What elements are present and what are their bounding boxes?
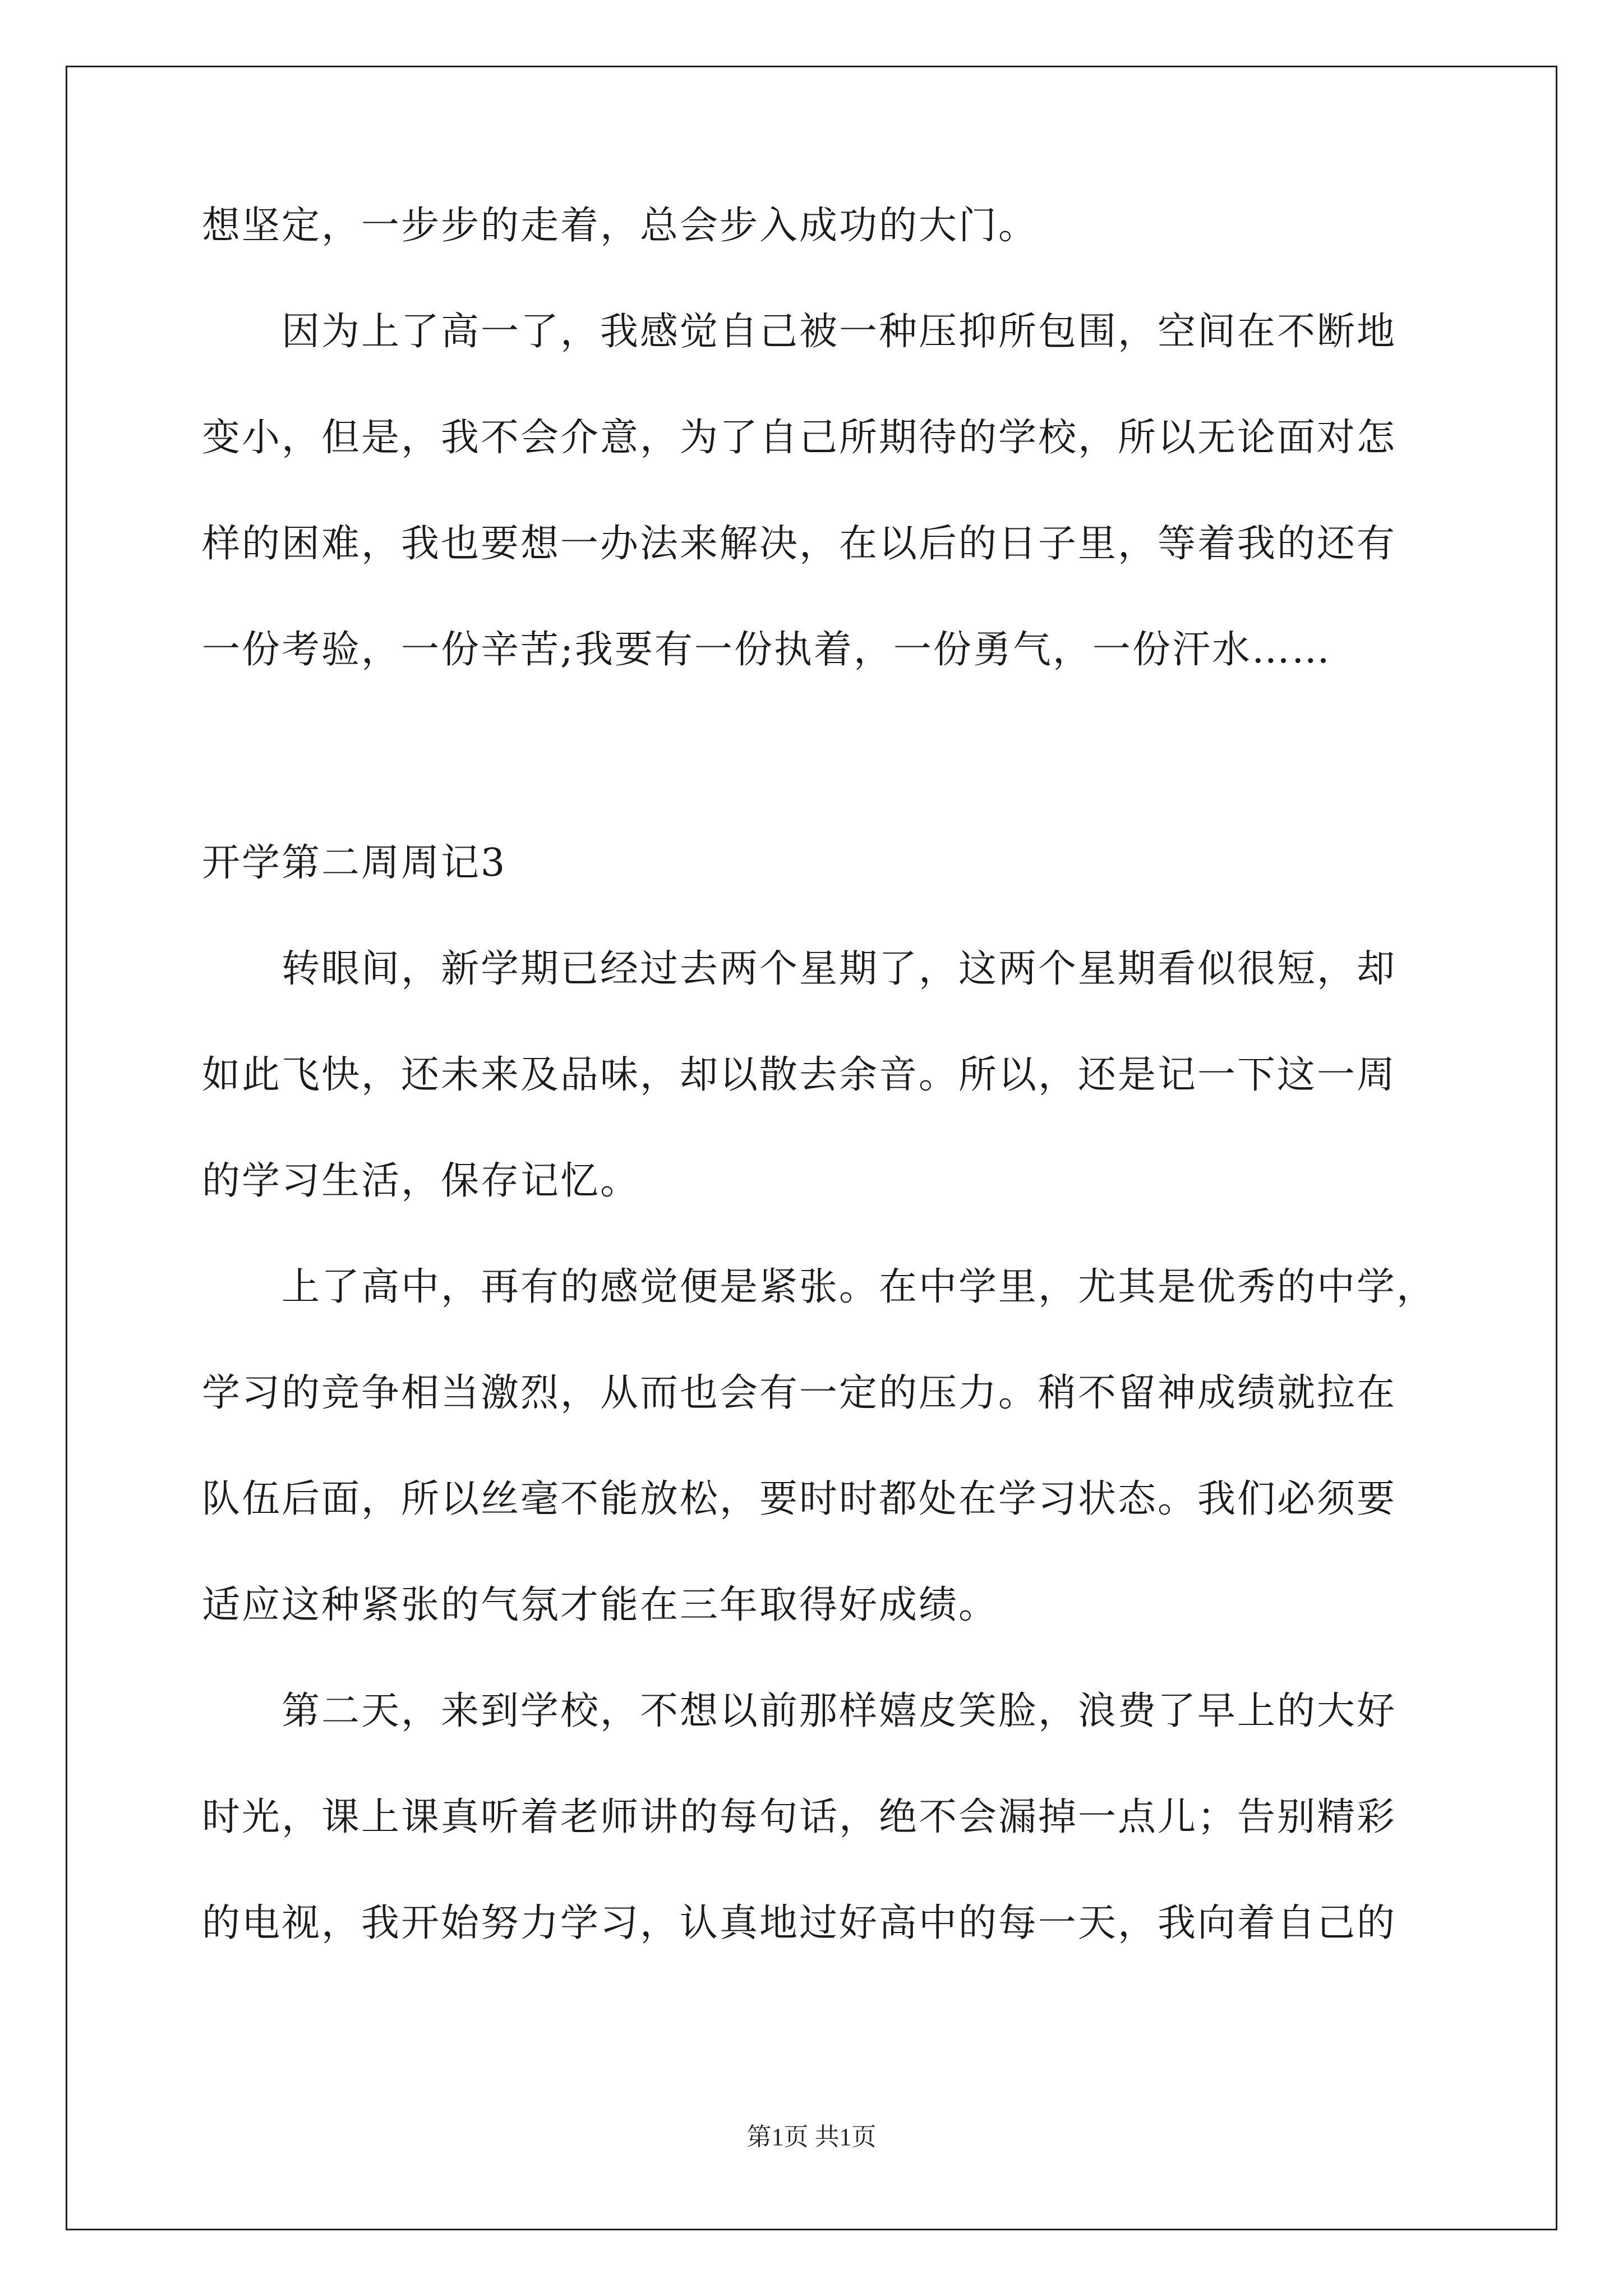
text-line: 转眼间，新学期已经过去两个星期了，这两个星期看似很短，却 bbox=[202, 947, 1397, 991]
page-number-footer: 第1页 共1页 bbox=[746, 2123, 877, 2151]
section-heading: 开学第二周周记3 bbox=[202, 841, 507, 885]
text-line: 时光，课上课真听着老师讲的每句话，绝不会漏掉一点儿；告别精彩 bbox=[202, 1795, 1397, 1839]
text-line: 上了高中，再有的感觉便是紧张。在中学里，尤其是优秀的中学， bbox=[202, 1265, 1437, 1309]
text-line: 变小，但是，我不会介意，为了自己所期待的学校，所以无论面对怎 bbox=[202, 416, 1397, 460]
text-line: 样的困难，我也要想一办法来解决，在以后的日子里，等着我的还有 bbox=[202, 522, 1397, 566]
text-line: 队伍后面，所以丝毫不能放松，要时时都处在学习状态。我们必须要 bbox=[202, 1477, 1397, 1521]
text-line: 第二天，来到学校，不想以前那样嬉皮笑脸，浪费了早上的大好 bbox=[202, 1689, 1397, 1733]
text-line: 因为上了高一了，我感觉自己被一种压抑所包围，空间在不断地 bbox=[202, 310, 1397, 354]
text-line: 想坚定，一步步的走着，总会步入成功的大门。 bbox=[202, 204, 1039, 248]
text-line: 的电视，我开始努力学习，认真地过好高中的每一天，我向着自己的 bbox=[202, 1901, 1397, 1945]
text-line: 学习的竞争相当激烈，从而也会有一定的压力。稍不留神成绩就拉在 bbox=[202, 1371, 1397, 1415]
text-line: 如此飞快，还未来及品味，却以散去余音。所以，还是记一下这一周 bbox=[202, 1053, 1397, 1097]
document-body bbox=[202, 199, 1437, 1950]
text-line: 的学习生活，保存记忆。 bbox=[202, 1159, 640, 1203]
text-line: 适应这种紧张的气氛才能在三年取得好成绩。 bbox=[202, 1583, 999, 1627]
text-line: 一份考验，一份辛苦;我要有一份执着，一份勇气，一份汗水…… bbox=[202, 628, 1331, 672]
